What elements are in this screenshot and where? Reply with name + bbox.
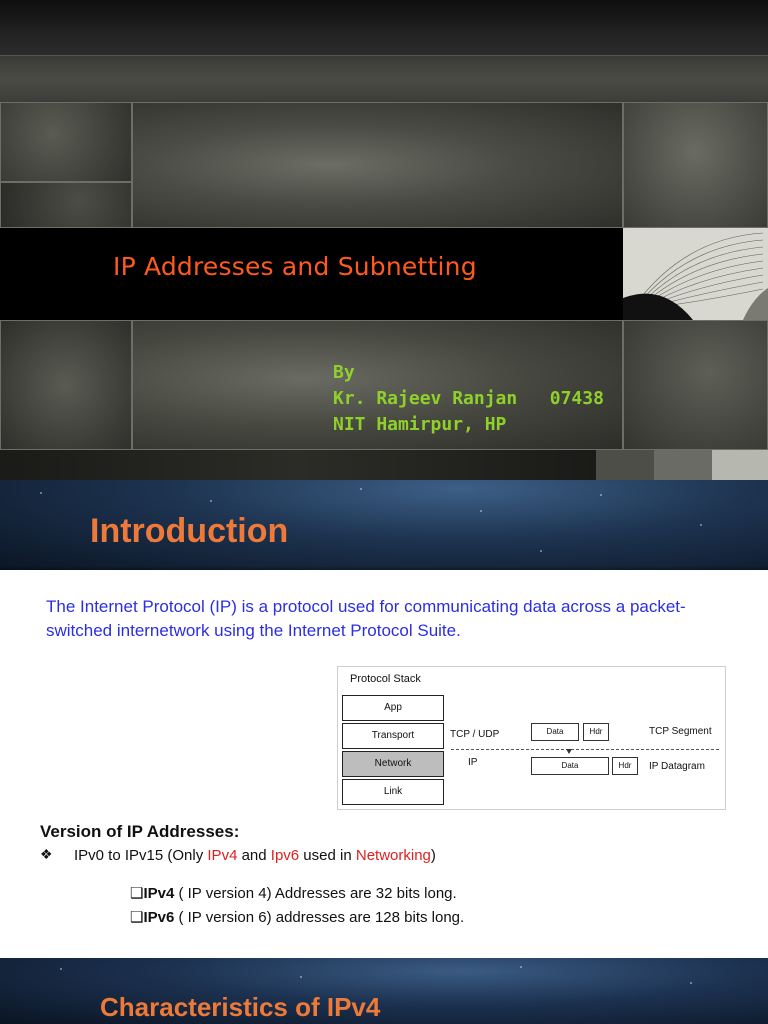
slide-title: Characteristics of IPv4	[100, 992, 381, 1022]
texture-tile	[0, 182, 132, 228]
layer-link: Link	[342, 779, 444, 805]
ipv6-label: IPv6	[143, 909, 175, 926]
byline-institute: NIT Hamirpur, HP	[333, 414, 507, 435]
diagram-caption: Protocol Stack	[350, 673, 421, 685]
layer-network: Network	[342, 751, 444, 777]
texture-tile	[132, 102, 623, 228]
checkbox-icon: ❑	[130, 885, 144, 902]
ipv6-line	[130, 908, 464, 926]
texture-tile	[0, 320, 132, 450]
slide-header	[0, 480, 768, 570]
fan-image	[623, 228, 768, 320]
texture-tile	[0, 102, 132, 182]
ipv6-highlight: Ipv6	[270, 847, 300, 864]
slide-title: Introduction	[90, 512, 289, 550]
checkbox-icon: ❑	[130, 909, 144, 926]
protocol-stack-diagram	[337, 666, 726, 810]
ipv4-label: IPv4	[143, 885, 175, 902]
ipv4-text: ( IP version 4) Addresses are 32 bits long.	[174, 885, 457, 902]
texture-tile	[623, 320, 768, 450]
texture-tile	[0, 450, 596, 480]
introduction-slide	[0, 480, 768, 958]
top-band	[0, 0, 768, 55]
ip-label: IP	[468, 757, 478, 768]
layer-app: App	[342, 695, 444, 721]
ipv6-text: ( IP version 6) addresses are 128 bits long.	[174, 909, 465, 926]
characteristics-slide	[0, 958, 768, 1024]
texture-tile	[623, 102, 768, 228]
texture-tile	[596, 450, 654, 480]
ipv4-highlight: IPv4	[207, 847, 238, 864]
versions-prefix: IPv0 to IPv15 (Only	[74, 847, 208, 864]
title-slide	[0, 0, 768, 480]
ip-datagram-label: IP Datagram	[649, 761, 705, 772]
layer-transport: Transport	[342, 723, 444, 749]
byline-by: By	[333, 362, 355, 383]
segment-data-cell: Data	[531, 723, 579, 741]
tcp-udp-label: TCP / UDP	[450, 729, 500, 740]
versions-line	[74, 847, 436, 864]
versions-and: and	[237, 847, 271, 864]
texture-tile	[654, 450, 712, 480]
networking-highlight: Networking	[355, 847, 431, 864]
datagram-hdr-cell: Hdr	[612, 757, 638, 775]
versions-suffix: )	[430, 847, 436, 864]
down-arrow-icon	[566, 749, 572, 754]
texture-band	[0, 55, 768, 103]
diagram-divider	[451, 749, 719, 750]
slide-title: IP Addresses and Subnetting	[113, 252, 477, 281]
texture-tile	[712, 450, 768, 480]
segment-hdr-cell: Hdr	[583, 723, 609, 741]
version-heading: Version of IP Addresses:	[40, 822, 240, 841]
byline-name: Kr. Rajeev Ranjan 07438	[333, 388, 604, 409]
ipv4-line	[130, 884, 457, 902]
intro-paragraph: The Internet Protocol (IP) is a protocol used for communicating data across a packet-switched internetwork using the Internet Protocol Suite.	[46, 597, 686, 640]
diamond-bullet-icon: ❖	[40, 846, 53, 862]
tcp-segment-label: TCP Segment	[649, 726, 712, 737]
versions-used-in: used in	[299, 847, 356, 864]
datagram-data-cell: Data	[531, 757, 609, 775]
author-byline	[333, 360, 604, 438]
